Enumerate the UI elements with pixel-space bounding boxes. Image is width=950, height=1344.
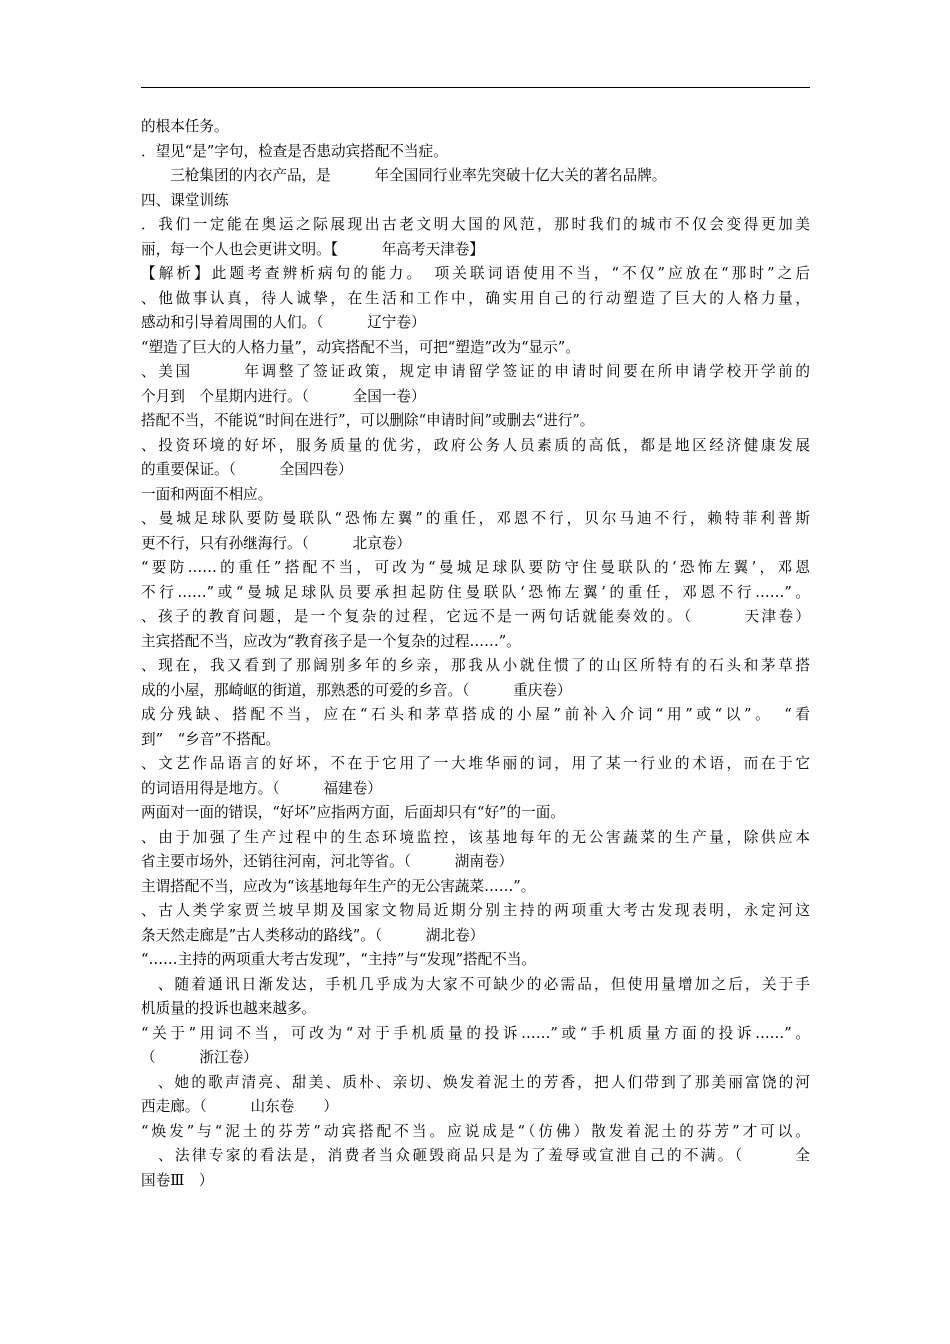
text-line: 省主要市场外，还销往河南，河北等省。（ 湖南卷） — [141, 853, 514, 870]
text-line: 、文艺作品语言的好坏，不在于它用了一大堆华丽的词，用了某一行业的术语，而在于它 — [141, 755, 810, 772]
text-line: 、曼城足球队要防曼联队“恐怖左翼”的重任，邓恩不行，贝尔马迪不行，赖特菲利普斯 — [141, 510, 810, 527]
text-line: 感动和引导着周围的人们。（ 辽宁卷） — [141, 314, 426, 331]
text-line: 的根本任务。 — [141, 118, 229, 135]
text-line: 机质量的投诉也越来越多。 — [141, 1000, 317, 1017]
text-line: 丽，每一个人也会更讲文明。【 年高考天津卷】 — [141, 240, 484, 258]
text-line: 成分残缺、搭配不当，应在“石头和茅草搭成的小屋”前补入介词“用”或“以”。 “看 — [141, 706, 810, 723]
text-line: “关于”用词不当，可改为“对于手机质量的投诉……”或“手机质量方面的投诉……”。 — [141, 1024, 810, 1042]
text-line: 一面和两面不相应。 — [141, 485, 273, 503]
text-line: （ 浙江卷） — [141, 1049, 258, 1066]
header-rule — [141, 87, 810, 88]
text-line: 、现在，我又看到了那阔别多年的乡亲，那我从小就住惯了的山区所特有的石头和茅草搭 — [141, 657, 810, 674]
text-line: “要防……的重任”搭配不当，可改为“曼城足球队要防守住曼联队的‘恐怖左翼’，邓恩 — [141, 559, 810, 576]
text-line: 、她的歌声清亮、甜美、质朴、亲切、焕发着泥土的芳香，把人们带到了那美丽富饶的河 — [141, 1073, 810, 1091]
text-line: ．望见“是”字句，检查是否患动宾搭配不当症。 — [141, 142, 448, 160]
text-line: 、古人类学家贾兰坡早期及国家文物局近期分别主持的两项重大考古发现表明，永定河这 — [141, 902, 810, 919]
text-line: 西走廊。（ 山东卷 ） — [141, 1098, 339, 1115]
text-line: “塑造了巨大的人格力量”，动宾搭配不当，可把“塑造”改为“显示”。 — [141, 338, 580, 356]
text-line: “焕发”与“泥土的芬芳”动宾搭配不当。应说成是“（仿佛）散发着泥土的芬芳”才可以。 — [141, 1122, 810, 1140]
text-line: 、美国 年调整了签证政策，规定申请留学签证的申请时间要在所申请学校开学前的 — [141, 363, 810, 380]
text-line: 【解析】此题考查辨析病句的能力。 项关联词语使用不当，“不仅”应放在“那时”之后 — [141, 265, 810, 282]
text-line: 、由于加强了生产过程中的生态环境监控，该基地每年的无公害蔬菜的生产量，除供应本 — [141, 828, 810, 846]
text-line: 不行……”或“曼城足球队员要承担起防住曼联队‘恐怖左翼’的重任，邓恩不行……”。 — [141, 583, 810, 601]
text-line: 的词语用得是地方。（ 福建卷） — [141, 779, 382, 797]
text-line: 的重要保证。（ 全国四卷） — [141, 461, 353, 478]
text-line: “……主持的两项重大考古发现”，“主持”与“发现”搭配不当。 — [141, 951, 537, 968]
text-line: 条天然走廊是”古人类移动的路线”。（ 湖北卷） — [141, 926, 485, 944]
text-line: 、孩子的教育问题，是一个复杂的过程，它远不是一两句话就能奏效的。（ 天津卷） — [141, 608, 810, 625]
text-line: 搭配不当，不能说“时间在进行”，可以删除“申请时间”或删去“进行”。 — [141, 412, 595, 429]
text-line: 、投资环境的好坏，服务质量的优劣，政府公务人员素质的高低，都是地区经济健康发展 — [141, 436, 810, 454]
text-line: 三枪集团的内衣产品，是 年全国同行业率先突破十亿大关的著名品牌。 — [141, 167, 667, 184]
text-line: 主谓搭配不当，应改为“该基地每年生产的无公害蔬菜……”。 — [141, 877, 536, 895]
text-line: 成的小屋，那崎岖的街道，那熟悉的可爱的乡音。（ 重庆卷） — [141, 681, 572, 699]
text-line: 个月到 个星期内进行。（ 全国一卷） — [141, 387, 426, 405]
text-line: 、随着通讯日渐发达，手机几乎成为大家不可缺少的必需品，但使用量增加之后，关于手 — [141, 975, 810, 993]
text-line: 国卷Ⅲ ） — [141, 1171, 214, 1189]
text-line: 到” “乡音”不搭配。 — [141, 730, 281, 748]
text-line: 更不行，只有孙继海行。（ 北京卷） — [141, 534, 411, 552]
text-line: 主宾搭配不当，应改为“教育孩子是一个复杂的过程……”。 — [141, 632, 521, 650]
text-line: 两面对一面的错误，“好坏”应指两方面，后面却只有“好”的一面。 — [141, 804, 565, 821]
text-line: 、法律专家的看法是，消费者当众砸毁商品只是为了羞辱或宣泄自己的不满。（ 全 — [141, 1147, 810, 1164]
text-line: 四、课堂训练 — [141, 191, 229, 209]
text-line: 、他做事认真，待人诚挚，在生活和工作中，确实用自己的行动塑造了巨大的人格力量， — [141, 289, 810, 307]
text-line: ．我们一定能在奥运之际展现出古老文明大国的风范，那时我们的城市不仅会变得更加美 — [141, 216, 810, 233]
